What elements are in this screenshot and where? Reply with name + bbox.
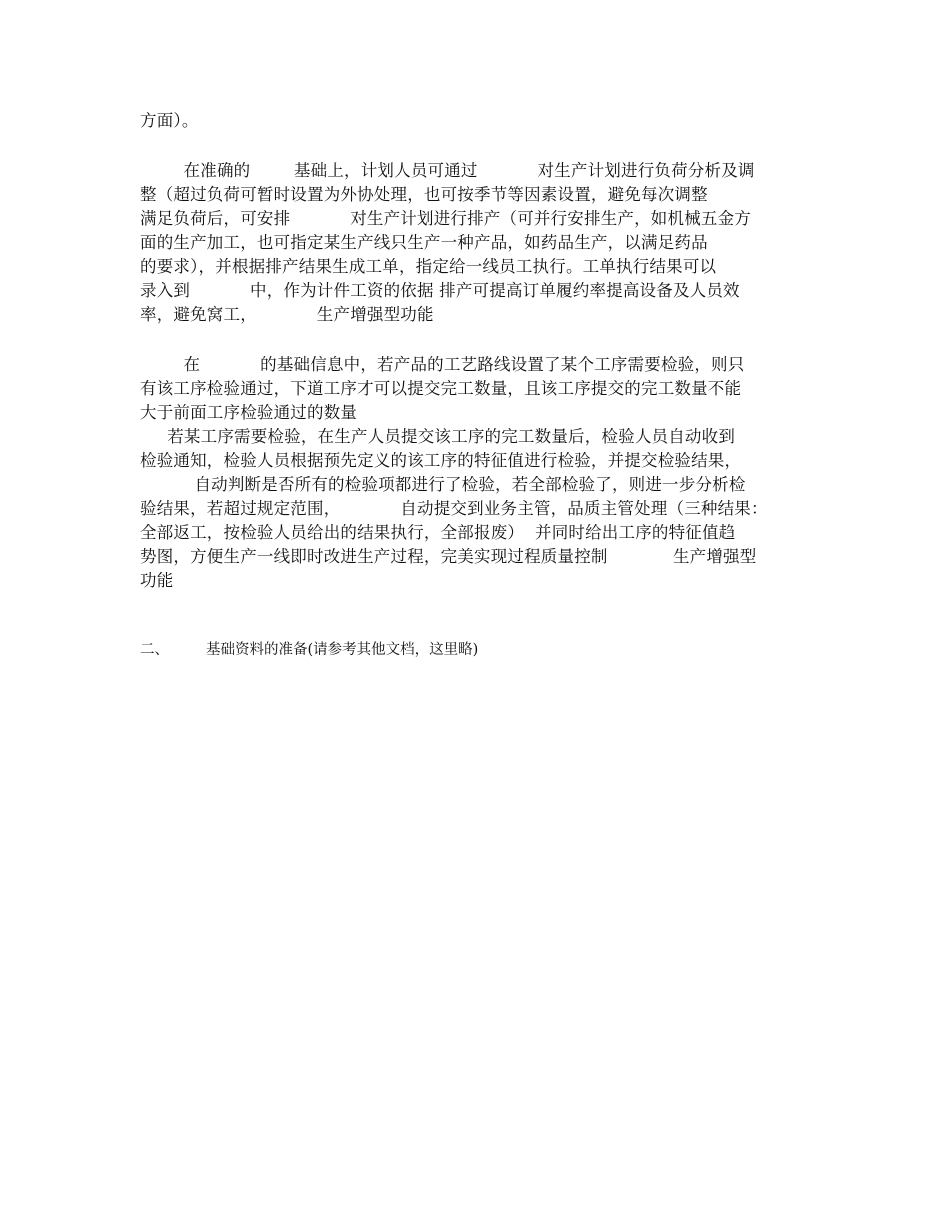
paragraph-line: 面的生产加工，也可指定某生产线只生产一种产品，如药品生产，以满足药品 [140,233,708,252]
paragraph-line: 整（超过负荷可暂时设置为外协处理，也可按季节等因素设置，避免每次调整 [140,185,708,204]
paragraph-line: 在准确的 基础上，计划人员可通过 对生产计划进行负荷分析及调 [140,161,755,180]
paragraph-line: 自动判断是否所有的检验项都进行了检验，若全部检验了，则进一步分析检 [140,475,746,494]
paragraph-line: 全部返工，按检验人员给出的结果执行，全部报废） 并同时给出工序的特征值趋 [140,523,736,542]
paragraph-line: 录入到 中，作为计件工资的依据 排产可提高订单履约率提高设备及人员效 [140,281,740,300]
paragraph-line: 若某工序需要检验，在生产人员提交该工序的完工数量后，检验人员自动收到 [140,427,736,446]
paragraph-line: 方面）。 [140,111,199,130]
paragraph-line: 率，避免窝工， 生产增强型功能 [140,305,434,324]
paragraph-line: 有该工序检验通过，下道工序才可以提交完工数量，且该工序提交的完工数量不能 [140,379,742,398]
paragraph-line: 满足负荷后，可安排 对生产计划进行排产（可并行安排生产，如机械五金方 [140,209,751,228]
paragraph-line: 功能 [140,571,174,590]
paragraph-line: 检验通知，检验人员根据预先定义的该工序的特征值进行检验，并提交检验结果， [140,451,742,470]
paragraph-line: 在 的基础信息中，若产品的工艺路线设置了某个工序需要检验，则只 [140,355,745,374]
section-title: 基础资料的准备(请参考其他文档，这里略) [206,642,479,658]
paragraph-line: 验结果，若超过规定范围， 自动提交到业务主管，品质主管处理（三种结果： [140,499,768,518]
section-number: 二、 [140,642,169,658]
paragraph-line: 势图，方便生产一线即时改进生产过程，完美实现过程质量控制 生产增强型 [140,547,757,566]
section-heading [140,640,478,660]
paragraph-line: 的要求），并根据排产结果生成工单，指定给一线员工执行。工单执行结果可以 [140,257,717,276]
paragraph-line: 大于前面工序检验通过的数量 [140,403,358,422]
